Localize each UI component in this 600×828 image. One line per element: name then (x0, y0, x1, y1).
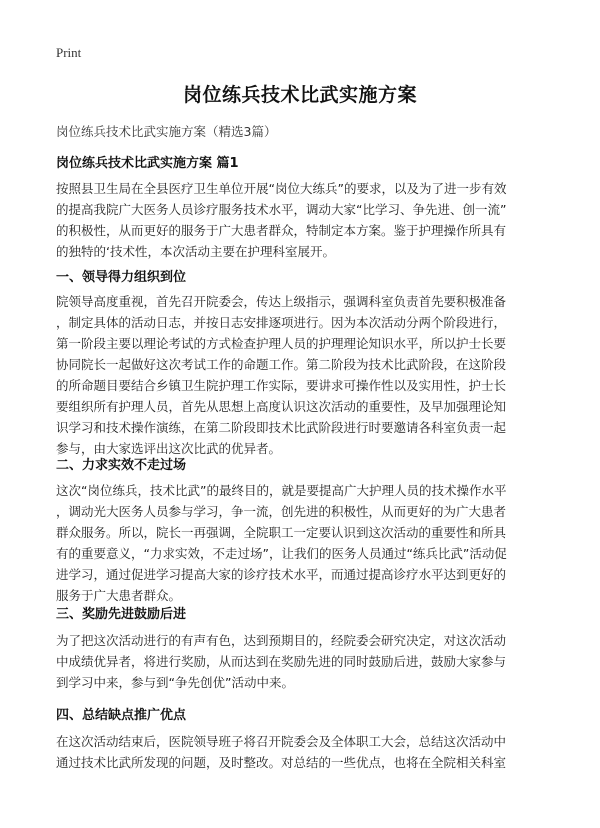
section-heading-1: 一、领导得力组织到位 (56, 270, 187, 285)
paragraph-line: 到学习中来，参与到“争先创优”活动中来。 (56, 675, 294, 690)
paragraph-line: 这次“岗位练兵，技术比武”的最终目的，就是要提高广大护理人员的技术操作水平 (56, 483, 507, 498)
paragraph-line: 参与，由大家选评出这次比武的优异者。 (56, 441, 282, 456)
section-3-paragraph (56, 630, 546, 693)
paragraph-line: 的独特的‘技术性，本次活动主要在护理科室展开。 (56, 244, 335, 259)
paragraph-line: 院领导高度重视，首先召开院委会，传达上级指示，强调科室负责首先要积极准备 (56, 294, 507, 309)
paragraph-line: 在这次活动结束后，医院领导班子将召开院委会及全体职工大会，总结这次活动中 (56, 734, 507, 749)
paragraph-line: 进学习，通过促进学习提高大家的诊疗技术水平，而通过提高诊疗水平达到更好的 (56, 567, 507, 582)
paragraph-line: 通过技术比武所发现的问题，及时整改。对总结的一些优点，也将在全院相关科室 (56, 755, 507, 770)
section-heading-3: 三、奖励先进鼓励后进 (56, 607, 187, 622)
paragraph-line: 的所命题目要结合乡镇卫生院护理工作实际，要讲求可操作性以及实用性，护士长 (56, 378, 507, 393)
paragraph-line: 为了把这次活动进行的有声有色，达到预期目的，经院委会研究决定，对这次活动 (56, 633, 507, 648)
print-link[interactable]: Print (56, 45, 82, 60)
paragraph-line: 群众服务。所以，院长一再强调，全院职工一定要认识到这次活动的重要性和所具 (56, 525, 507, 540)
paragraph-line: ，制定具体的活动日志，并按日志安排逐项进行。因为本次活动分两个阶段进行， (56, 315, 507, 330)
section-1-paragraph (56, 291, 546, 459)
paragraph-line: 第一阶段主要以理论考试的方式检查护理人员的护理理论知识水平，所以护士长要 (56, 336, 507, 351)
paragraph-line: 的提高我院广大医务人员诊疗服务技术水平，调动大家“比学习、争先进、创一流” (56, 202, 507, 217)
section-heading-2: 二、力求实效不走过场 (56, 458, 187, 473)
paragraph-line: 协同院长一起做好这次考试工作的命题工作。第二阶段为技术比武阶段，在这阶段 (56, 357, 507, 372)
intro-paragraph (56, 178, 546, 262)
document-title: 岗位练兵技术比武实施方案 (182, 84, 417, 106)
paragraph-line: 有的重要意义，“力求实效，不走过场”，让我们的医务人员通过“练兵比武”活动促 (56, 546, 507, 561)
paragraph-line: ，调动光大医务人员参与学习，争一流，创先进的积极性，从而更好的为广大患者 (56, 504, 507, 519)
paragraph-line: 按照县卫生局在全县医疗卫生单位开展“岗位大练兵”的要求，以及为了进一步有效 (56, 181, 507, 196)
paragraph-line: 的积极性，从而更好的服务于广大患者群众，特制定本方案。鉴于护理操作所具有 (56, 223, 507, 238)
article-heading: 岗位练兵技术比武实施方案 篇1 (56, 156, 239, 171)
section-heading-4: 四、总结缺点推广优点 (56, 708, 187, 723)
section-2-paragraph (56, 480, 546, 606)
paragraph-line: 识学习和技术操作演练，在第二阶段即技术比武阶段进行时要邀请各科室负责一起 (56, 420, 507, 435)
paragraph-line: 要组织所有护理人员，首先从思想上高度认识这次活动的重要性，及早加强理论知 (56, 399, 507, 414)
section-4-paragraph (56, 731, 546, 773)
paragraph-line: 中成绩优异者，将进行奖励，从而达到在奖励先进的同时鼓励后进，鼓励大家参与 (56, 654, 507, 669)
document-subtitle: 岗位练兵技术比武实施方案（精选3篇） (56, 124, 277, 139)
paragraph-line: 服务于广大患者群众。 (56, 588, 182, 603)
